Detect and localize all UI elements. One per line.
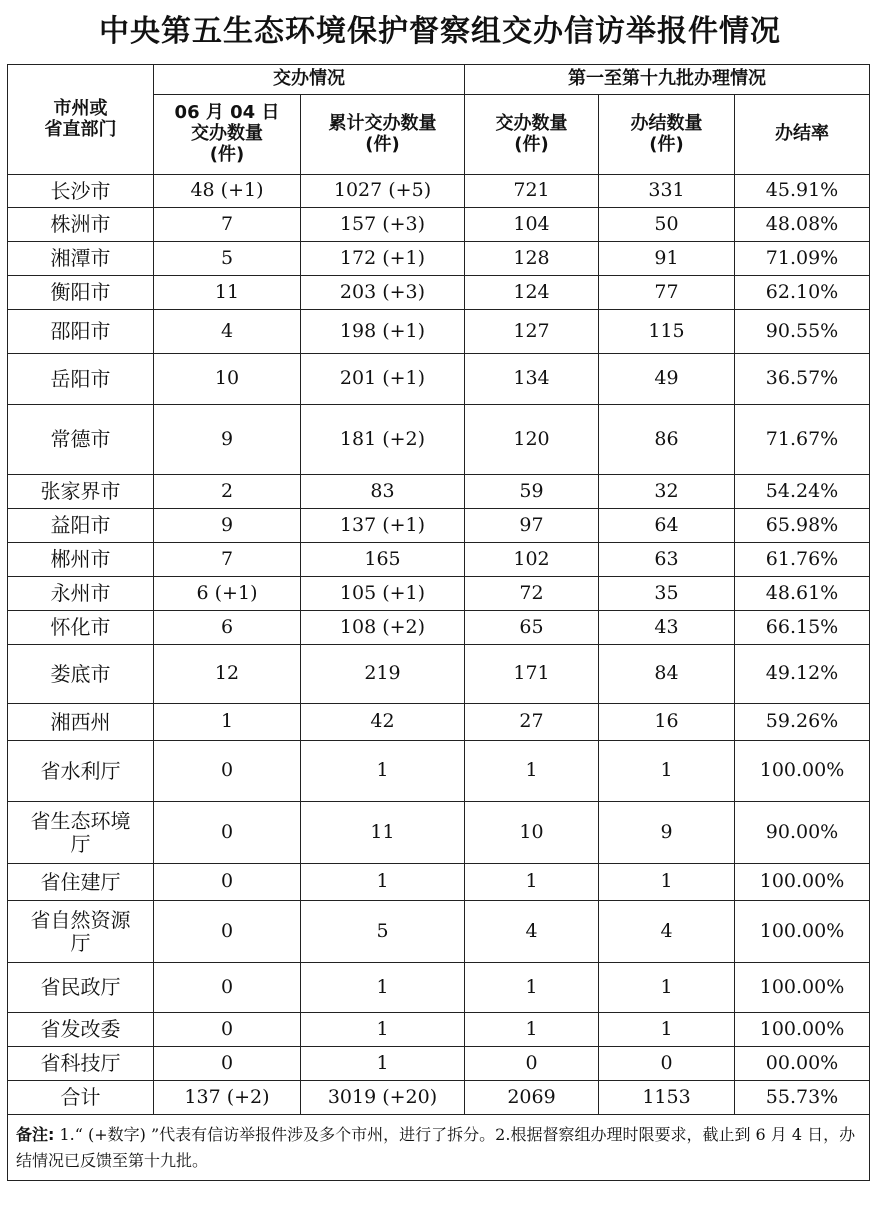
- header-group-batches: 第一至第十九批办理情况: [465, 65, 870, 95]
- cell-cumulative: 201 (+1): [301, 354, 465, 405]
- cell-completed: 4: [599, 901, 735, 963]
- cell-completed: 35: [599, 577, 735, 611]
- table-row: [8, 1013, 870, 1047]
- cell-name: 省生态环境 厅: [8, 802, 154, 864]
- cell-cumulative: 1: [301, 1047, 465, 1081]
- cell-daily: 0: [154, 864, 301, 901]
- note-text: 1.“ (+数字) ”代表有信访举报件涉及多个市州，进行了拆分。2.根据督察组办理时限要求，截止到 6 月 4 日，办结情况已反馈至第十九批。: [16, 1124, 856, 1170]
- cell-cumulative: 1: [301, 1013, 465, 1047]
- table-row: [8, 741, 870, 802]
- cell-assigned: 124: [465, 276, 599, 310]
- cell-name: 邵阳市: [8, 310, 154, 354]
- cell-name: 株洲市: [8, 208, 154, 242]
- cell-name: 怀化市: [8, 611, 154, 645]
- cell-cumulative: 157 (+3): [301, 208, 465, 242]
- cell-assigned: 1: [465, 1013, 599, 1047]
- table-row: [8, 864, 870, 901]
- cell-rate: 49.12%: [735, 645, 870, 704]
- cell-name: 永州市: [8, 577, 154, 611]
- cell-completed: 43: [599, 611, 735, 645]
- cell-completed: 331: [599, 175, 735, 208]
- table-note: [8, 1115, 870, 1181]
- cell-rate: 48.61%: [735, 577, 870, 611]
- cell-name: 湘潭市: [8, 242, 154, 276]
- cell-daily: 9: [154, 405, 301, 475]
- cell-assigned: 721: [465, 175, 599, 208]
- cell-completed: 115: [599, 310, 735, 354]
- cell-daily: 7: [154, 543, 301, 577]
- cell-name: 郴州市: [8, 543, 154, 577]
- table-row: [8, 509, 870, 543]
- note-label: 备注:: [16, 1124, 55, 1144]
- cell-assigned: 27: [465, 704, 599, 741]
- cell-name: 娄底市: [8, 645, 154, 704]
- cell-cumulative: 11: [301, 802, 465, 864]
- page-title: 中央第五生态环境保护督察组交办信访举报件情况: [99, 14, 781, 49]
- header-assigned: 交办数量 (件): [465, 95, 599, 175]
- cell-daily: 0: [154, 802, 301, 864]
- cell-daily: 4: [154, 310, 301, 354]
- table-row: [8, 543, 870, 577]
- petition-table: [7, 64, 870, 1181]
- cell-assigned: 10: [465, 802, 599, 864]
- table-row: [8, 310, 870, 354]
- cell-name: 省水利厅: [8, 741, 154, 802]
- cell-completed: 1: [599, 864, 735, 901]
- cell-completed: 1: [599, 741, 735, 802]
- cell-name: 省民政厅: [8, 963, 154, 1013]
- table-row: [8, 175, 870, 208]
- cell-daily: 0: [154, 1013, 301, 1047]
- cell-rate: 100.00%: [735, 741, 870, 802]
- cell-completed: 16: [599, 704, 735, 741]
- cell-assigned: 4: [465, 901, 599, 963]
- cell-assigned: 134: [465, 354, 599, 405]
- cell-daily: 6 (+1): [154, 577, 301, 611]
- cell-assigned: 0: [465, 1047, 599, 1081]
- cell-completed: 1: [599, 1013, 735, 1047]
- cell-name: 合计: [8, 1081, 154, 1115]
- cell-cumulative: 137 (+1): [301, 509, 465, 543]
- cell-completed: 1: [599, 963, 735, 1013]
- cell-assigned: 104: [465, 208, 599, 242]
- cell-cumulative: 108 (+2): [301, 611, 465, 645]
- cell-completed: 1153: [599, 1081, 735, 1115]
- cell-completed: 9: [599, 802, 735, 864]
- cell-rate: 36.57%: [735, 354, 870, 405]
- table-row: [8, 475, 870, 509]
- table-row: [8, 1047, 870, 1081]
- cell-daily: 0: [154, 741, 301, 802]
- cell-cumulative: 198 (+1): [301, 310, 465, 354]
- cell-rate: 55.73%: [735, 1081, 870, 1115]
- header-cumulative: 累计交办数量 (件): [301, 95, 465, 175]
- cell-cumulative: 1: [301, 864, 465, 901]
- cell-rate: 48.08%: [735, 208, 870, 242]
- cell-daily: 1: [154, 704, 301, 741]
- cell-name: 益阳市: [8, 509, 154, 543]
- cell-completed: 84: [599, 645, 735, 704]
- cell-assigned: 120: [465, 405, 599, 475]
- header-rate: 办结率: [735, 95, 870, 175]
- cell-assigned: 128: [465, 242, 599, 276]
- table-row: [8, 242, 870, 276]
- cell-cumulative: 1: [301, 963, 465, 1013]
- cell-completed: 77: [599, 276, 735, 310]
- cell-rate: 59.26%: [735, 704, 870, 741]
- cell-completed: 0: [599, 1047, 735, 1081]
- table-row: [8, 577, 870, 611]
- table-row: [8, 802, 870, 864]
- cell-cumulative: 181 (+2): [301, 405, 465, 475]
- cell-rate: 90.55%: [735, 310, 870, 354]
- cell-cumulative: 1: [301, 741, 465, 802]
- cell-daily: 0: [154, 901, 301, 963]
- table-row: [8, 645, 870, 704]
- cell-name: 省自然资源 厅: [8, 901, 154, 963]
- cell-cumulative: 5: [301, 901, 465, 963]
- cell-cumulative: 83: [301, 475, 465, 509]
- cell-daily: 2: [154, 475, 301, 509]
- table-row: [8, 405, 870, 475]
- cell-cumulative: 203 (+3): [301, 276, 465, 310]
- cell-cumulative: 3019 (+20): [301, 1081, 465, 1115]
- cell-cumulative: 165: [301, 543, 465, 577]
- cell-rate: 100.00%: [735, 963, 870, 1013]
- cell-assigned: 127: [465, 310, 599, 354]
- cell-daily: 11: [154, 276, 301, 310]
- cell-rate: 71.67%: [735, 405, 870, 475]
- cell-daily: 12: [154, 645, 301, 704]
- cell-assigned: 72: [465, 577, 599, 611]
- cell-name: 衡阳市: [8, 276, 154, 310]
- cell-completed: 91: [599, 242, 735, 276]
- cell-assigned: 97: [465, 509, 599, 543]
- cell-name: 常德市: [8, 405, 154, 475]
- cell-assigned: 102: [465, 543, 599, 577]
- header-daily: 06 月 04 日 交办数量 (件): [154, 95, 301, 175]
- cell-name: 省住建厅: [8, 864, 154, 901]
- cell-completed: 32: [599, 475, 735, 509]
- header-completed: 办结数量 (件): [599, 95, 735, 175]
- cell-daily: 7: [154, 208, 301, 242]
- cell-assigned: 171: [465, 645, 599, 704]
- cell-rate: 62.10%: [735, 276, 870, 310]
- table-row: [8, 208, 870, 242]
- cell-cumulative: 172 (+1): [301, 242, 465, 276]
- cell-rate: 54.24%: [735, 475, 870, 509]
- cell-cumulative: 42: [301, 704, 465, 741]
- cell-rate: 00.00%: [735, 1047, 870, 1081]
- table-row: [8, 611, 870, 645]
- cell-cumulative: 219: [301, 645, 465, 704]
- cell-daily: 6: [154, 611, 301, 645]
- cell-rate: 45.91%: [735, 175, 870, 208]
- cell-assigned: 1: [465, 741, 599, 802]
- cell-rate: 100.00%: [735, 901, 870, 963]
- cell-completed: 64: [599, 509, 735, 543]
- cell-completed: 86: [599, 405, 735, 475]
- cell-daily: 48 (+1): [154, 175, 301, 208]
- cell-daily: 137 (+2): [154, 1081, 301, 1115]
- cell-assigned: 1: [465, 864, 599, 901]
- cell-name: 湘西州: [8, 704, 154, 741]
- cell-rate: 90.00%: [735, 802, 870, 864]
- cell-assigned: 59: [465, 475, 599, 509]
- cell-rate: 100.00%: [735, 1013, 870, 1047]
- cell-name: 省科技厅: [8, 1047, 154, 1081]
- cell-daily: 9: [154, 509, 301, 543]
- cell-cumulative: 105 (+1): [301, 577, 465, 611]
- cell-rate: 71.09%: [735, 242, 870, 276]
- table-row: [8, 901, 870, 963]
- table-row: [8, 1081, 870, 1115]
- cell-assigned: 2069: [465, 1081, 599, 1115]
- cell-rate: 61.76%: [735, 543, 870, 577]
- cell-daily: 10: [154, 354, 301, 405]
- cell-rate: 66.15%: [735, 611, 870, 645]
- table-row: [8, 963, 870, 1013]
- cell-daily: 0: [154, 963, 301, 1013]
- cell-daily: 5: [154, 242, 301, 276]
- cell-completed: 50: [599, 208, 735, 242]
- cell-cumulative: 1027 (+5): [301, 175, 465, 208]
- cell-completed: 63: [599, 543, 735, 577]
- cell-name: 张家界市: [8, 475, 154, 509]
- table-row: [8, 704, 870, 741]
- cell-name: 岳阳市: [8, 354, 154, 405]
- cell-assigned: 65: [465, 611, 599, 645]
- cell-assigned: 1: [465, 963, 599, 1013]
- cell-rate: 65.98%: [735, 509, 870, 543]
- table-row: [8, 276, 870, 310]
- header-group-assigned: 交办情况: [154, 65, 465, 95]
- cell-completed: 49: [599, 354, 735, 405]
- table-row: [8, 354, 870, 405]
- cell-daily: 0: [154, 1047, 301, 1081]
- cell-name: 长沙市: [8, 175, 154, 208]
- cell-name: 省发改委: [8, 1013, 154, 1047]
- header-region: 市州或 省直部门: [8, 65, 154, 175]
- cell-rate: 100.00%: [735, 864, 870, 901]
